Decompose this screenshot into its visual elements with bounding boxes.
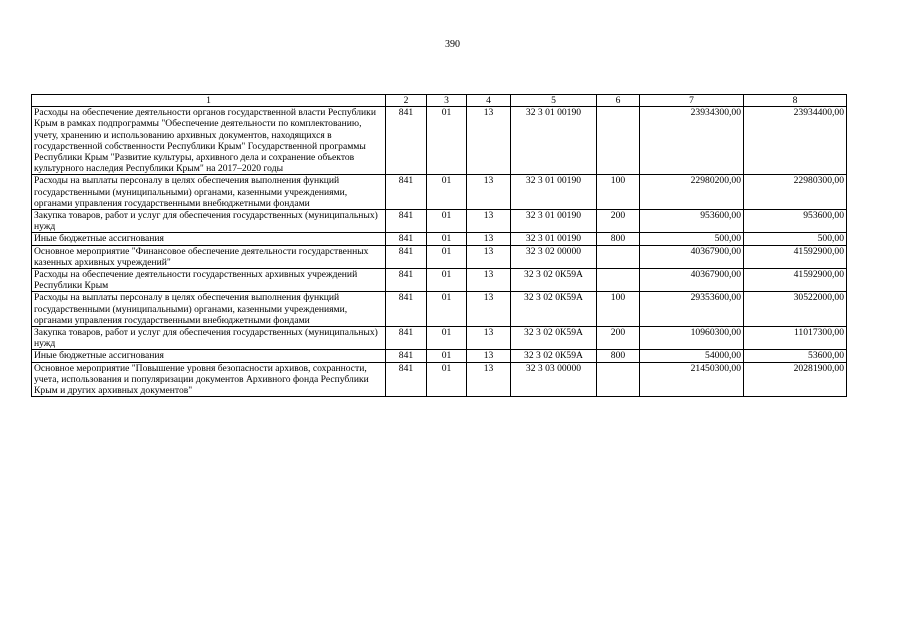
subsection-code: 13 xyxy=(467,327,511,350)
row-description: Расходы на обеспечение деятельности государственных архивных учреждений Республики Крым xyxy=(32,269,386,292)
amount-col8: 500,00 xyxy=(744,233,847,245)
expense-type-code: 800 xyxy=(597,350,640,362)
amount-col7: 953600,00 xyxy=(640,210,744,233)
section-code: 01 xyxy=(427,327,467,350)
table-row xyxy=(32,269,847,292)
subsection-code: 13 xyxy=(467,292,511,327)
target-article-code: 32 3 03 00000 xyxy=(511,362,597,397)
table-row xyxy=(32,362,847,397)
target-article-code: 32 3 02 0К59А xyxy=(511,269,597,292)
expense-type-code xyxy=(597,107,640,175)
section-code: 01 xyxy=(427,292,467,327)
amount-col8: 41592900,00 xyxy=(744,269,847,292)
budget-table xyxy=(31,94,847,397)
amount-col8: 30522000,00 xyxy=(744,292,847,327)
header-row xyxy=(32,95,847,107)
subsection-code: 13 xyxy=(467,107,511,175)
subsection-code: 13 xyxy=(467,362,511,397)
section-code: 01 xyxy=(427,107,467,175)
ministry-code: 841 xyxy=(386,245,427,268)
table-row xyxy=(32,210,847,233)
table-row xyxy=(32,245,847,268)
ministry-code: 841 xyxy=(386,269,427,292)
ministry-code: 841 xyxy=(386,175,427,210)
table-row xyxy=(32,350,847,362)
section-code: 01 xyxy=(427,269,467,292)
expense-type-code: 100 xyxy=(597,175,640,210)
table-row xyxy=(32,327,847,350)
subsection-code: 13 xyxy=(467,233,511,245)
section-code: 01 xyxy=(427,175,467,210)
target-article-code: 32 3 01 00190 xyxy=(511,233,597,245)
subsection-code: 13 xyxy=(467,350,511,362)
column-header: 5 xyxy=(511,95,597,107)
table-row xyxy=(32,233,847,245)
amount-col7: 23934300,00 xyxy=(640,107,744,175)
subsection-code: 13 xyxy=(467,175,511,210)
ministry-code: 841 xyxy=(386,350,427,362)
amount-col7: 40367900,00 xyxy=(640,245,744,268)
target-article-code: 32 3 02 0К59А xyxy=(511,350,597,362)
expense-type-code: 800 xyxy=(597,233,640,245)
target-article-code: 32 3 02 00000 xyxy=(511,245,597,268)
amount-col7: 29353600,00 xyxy=(640,292,744,327)
amount-col8: 11017300,00 xyxy=(744,327,847,350)
target-article-code: 32 3 02 0К59А xyxy=(511,292,597,327)
column-header: 7 xyxy=(640,95,744,107)
row-description: Расходы на выплаты персоналу в целях обеспечения выполнения функций государственными (муниципальными) органами, казенными учреждениями, органами управления государственными внебюджетными фондами xyxy=(32,175,386,210)
ministry-code: 841 xyxy=(386,292,427,327)
amount-col8: 20281900,00 xyxy=(744,362,847,397)
column-header: 8 xyxy=(744,95,847,107)
column-header: 6 xyxy=(597,95,640,107)
amount-col8: 953600,00 xyxy=(744,210,847,233)
section-code: 01 xyxy=(427,350,467,362)
amount-col8: 22980300,00 xyxy=(744,175,847,210)
target-article-code: 32 3 01 00190 xyxy=(511,175,597,210)
row-description: Основное мероприятие "Повышение уровня безопасности архивов, сохранности, учета, использования и популяризации документов Архивного фонда Республики Крым и других архивных документов" xyxy=(32,362,386,397)
page-number: 390 xyxy=(445,39,460,50)
expense-type-code: 100 xyxy=(597,292,640,327)
subsection-code: 13 xyxy=(467,269,511,292)
amount-col8: 23934400,00 xyxy=(744,107,847,175)
amount-col7: 10960300,00 xyxy=(640,327,744,350)
section-code: 01 xyxy=(427,362,467,397)
amount-col7: 22980200,00 xyxy=(640,175,744,210)
amount-col7: 500,00 xyxy=(640,233,744,245)
expense-type-code xyxy=(597,245,640,268)
ministry-code: 841 xyxy=(386,362,427,397)
row-description: Закупка товаров, работ и услуг для обеспечения государственных (муниципальных) нужд xyxy=(32,327,386,350)
table-row xyxy=(32,107,847,175)
section-code: 01 xyxy=(427,245,467,268)
ministry-code: 841 xyxy=(386,233,427,245)
ministry-code: 841 xyxy=(386,210,427,233)
section-code: 01 xyxy=(427,233,467,245)
column-header: 4 xyxy=(467,95,511,107)
target-article-code: 32 3 02 0К59А xyxy=(511,327,597,350)
amount-col8: 41592900,00 xyxy=(744,245,847,268)
row-description: Закупка товаров, работ и услуг для обеспечения государственных (муниципальных) нужд xyxy=(32,210,386,233)
row-description: Основное мероприятие "Финансовое обеспечение деятельности государственных казенных архивных учреждений" xyxy=(32,245,386,268)
subsection-code: 13 xyxy=(467,210,511,233)
expense-type-code: 200 xyxy=(597,210,640,233)
expense-type-code: 200 xyxy=(597,327,640,350)
row-description: Иные бюджетные ассигнования xyxy=(32,350,386,362)
amount-col7: 21450300,00 xyxy=(640,362,744,397)
amount-col7: 54000,00 xyxy=(640,350,744,362)
ministry-code: 841 xyxy=(386,107,427,175)
amount-col8: 53600,00 xyxy=(744,350,847,362)
column-header: 3 xyxy=(427,95,467,107)
target-article-code: 32 3 01 00190 xyxy=(511,107,597,175)
amount-col7: 40367900,00 xyxy=(640,269,744,292)
subsection-code: 13 xyxy=(467,245,511,268)
table-row xyxy=(32,175,847,210)
row-description: Расходы на выплаты персоналу в целях обеспечения выполнения функций государственными (муниципальными) органами, казенными учреждениями, органами управления государственными внебюджетными фондами xyxy=(32,292,386,327)
target-article-code: 32 3 01 00190 xyxy=(511,210,597,233)
row-description: Иные бюджетные ассигнования xyxy=(32,233,386,245)
row-description: Расходы на обеспечение деятельности органов государственной власти Республики Крым в рамках подпрограммы "Обеспечение деятельности по комплектованию, учету, хранению и использованию архивных документов, находящихся в государственной собственности Республики Крым" Государственной программы Республики Крым "Развитие культуры, архивного дела и сохранение объектов культурного наследия Республики Крым" на 2017–2020 годы xyxy=(32,107,386,175)
ministry-code: 841 xyxy=(386,327,427,350)
expense-type-code xyxy=(597,269,640,292)
column-header: 2 xyxy=(386,95,427,107)
table-row xyxy=(32,292,847,327)
column-header: 1 xyxy=(32,95,386,107)
expense-type-code xyxy=(597,362,640,397)
section-code: 01 xyxy=(427,210,467,233)
